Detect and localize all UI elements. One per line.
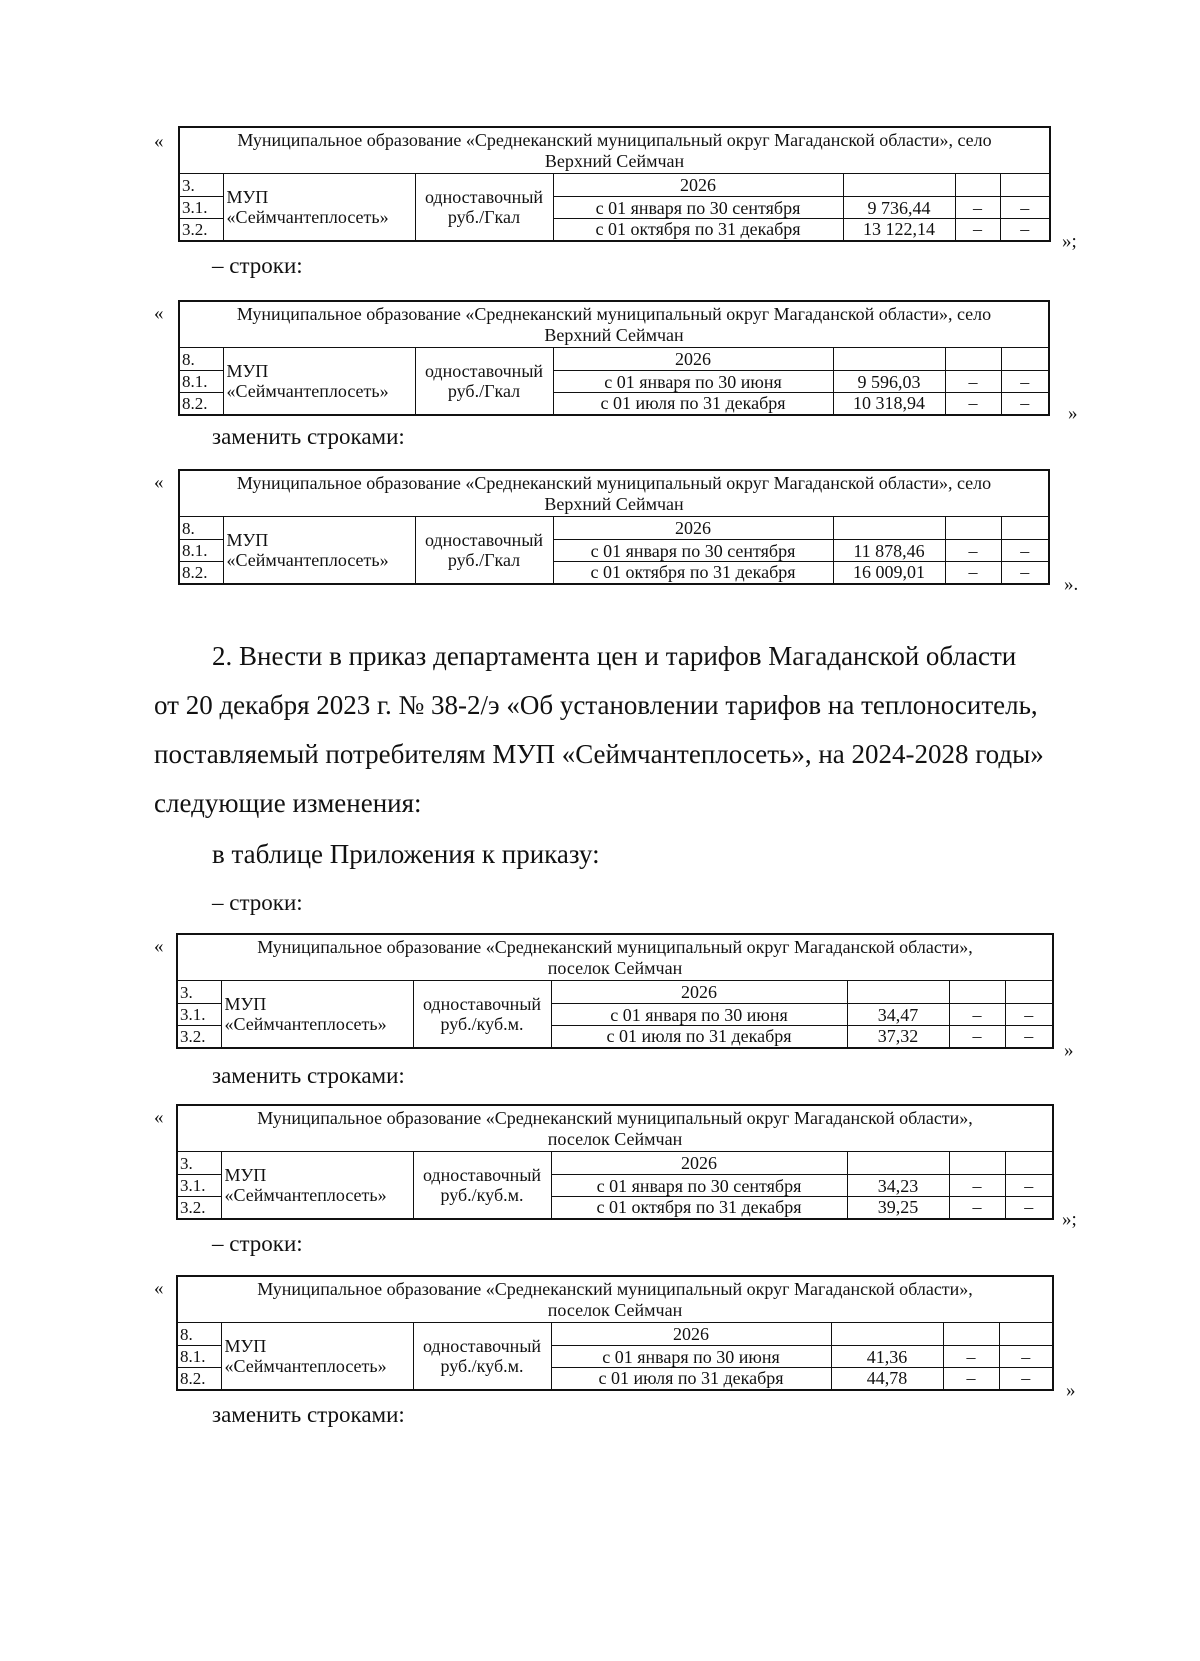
empty-cell [1000, 174, 1050, 197]
tariff-type: одноставочный [422, 1164, 542, 1185]
value-cell: 13 122,14 [843, 219, 955, 241]
quote-close: » [1068, 403, 1078, 424]
tariff-type: одноставочный [424, 186, 544, 207]
tariff-unit: руб./Гкал [447, 381, 521, 402]
year-cell: 2026 [553, 174, 843, 197]
tariff-table [176, 1104, 1054, 1220]
row-number: 8. [179, 517, 223, 540]
lines-label: – строки: [212, 1231, 303, 1256]
paragraph-line-2: от 20 декабря 2023 г. № 38-2/э «Об установлении тарифов на теплоноситель, [154, 690, 1038, 720]
sub-row-number: 8.1. [179, 540, 223, 562]
row-number: 8. [177, 1323, 221, 1346]
dash-cell: – [1005, 1026, 1053, 1048]
org-line-1: МУП [224, 993, 267, 1014]
org-line-1: МУП [226, 186, 269, 207]
org-line-2: «Сеймчантеплосеть» [226, 381, 389, 402]
table-header-municipality [177, 1276, 1053, 1323]
period-cell: с 01 января по 30 июня [551, 1346, 831, 1368]
sub-row-number: 3.1. [177, 1004, 221, 1026]
sub-row-number: 3.2. [179, 219, 223, 241]
tariff-unit: руб./куб.м. [440, 1356, 524, 1377]
sub-row-number: 8.2. [177, 1368, 221, 1390]
lines-label: – строки: [212, 890, 303, 915]
quote-open: « [154, 131, 164, 152]
sub-row-number: 3.2. [177, 1197, 221, 1219]
org-line-2: «Сеймчантеплосеть» [226, 550, 389, 571]
value-cell: 44,78 [831, 1368, 943, 1390]
dash-cell: – [1005, 1197, 1053, 1219]
empty-cell [945, 348, 1001, 371]
quote-open: « [154, 1107, 164, 1128]
table-header-municipality [177, 934, 1053, 981]
replace-label: заменить строками: [212, 424, 405, 449]
org-line-2: «Сеймчантеплосеть» [224, 1356, 387, 1377]
header-line-1: Муниципальное образование «Среднеканский муниципальный округ Магаданской области», [257, 1108, 973, 1128]
table-header-municipality [179, 470, 1049, 517]
dash-cell: – [943, 1346, 999, 1368]
tariff-type-cell [415, 348, 553, 415]
tariff-unit: руб./куб.м. [440, 1185, 524, 1206]
tariff-type: одноставочный [424, 529, 544, 550]
org-line-2: «Сеймчантеплосеть» [224, 1014, 387, 1035]
dash-cell: – [949, 1197, 1005, 1219]
empty-cell [1001, 517, 1049, 540]
dash-cell: – [945, 562, 1001, 584]
tariff-type-cell [415, 174, 553, 241]
dash-cell: – [1005, 1175, 1053, 1197]
period-cell: с 01 января по 30 сентября [553, 197, 843, 219]
header-line-1: Муниципальное образование «Среднеканский муниципальный округ Магаданской области», село [237, 130, 992, 150]
period-cell: с 01 января по 30 июня [551, 1004, 847, 1026]
org-line-2: «Сеймчантеплосеть» [226, 207, 389, 228]
empty-cell [1001, 348, 1049, 371]
dash-cell: – [999, 1368, 1053, 1390]
organization-cell [221, 981, 413, 1048]
quote-close: » [1066, 1380, 1076, 1401]
dash-cell: – [949, 1175, 1005, 1197]
sub-row-number: 3.1. [177, 1175, 221, 1197]
lines-label: – строки: [212, 253, 303, 278]
replace-label: заменить строками: [212, 1063, 405, 1088]
year-cell: 2026 [551, 981, 847, 1004]
empty-cell [955, 174, 1000, 197]
dash-cell: – [1001, 371, 1049, 393]
year-cell: 2026 [551, 1152, 847, 1175]
quote-open: « [154, 936, 164, 957]
empty-cell [949, 981, 1005, 1004]
sub-row-number: 8.1. [177, 1346, 221, 1368]
quote-open: « [154, 472, 164, 493]
sub-row-number: 8.2. [179, 562, 223, 584]
org-line-1: МУП [226, 529, 269, 550]
row-number: 3. [177, 1152, 221, 1175]
header-line-2: Верхний Сеймчан [544, 150, 685, 171]
dash-cell: – [949, 1004, 1005, 1026]
quote-open: « [154, 303, 164, 324]
header-line-2: Верхний Сеймчан [544, 493, 684, 514]
quote-close: »; [1062, 1209, 1077, 1230]
header-line-2: поселок Сеймчан [547, 1128, 683, 1149]
empty-cell [943, 1323, 999, 1346]
dash-cell: – [955, 219, 1000, 241]
value-cell: 37,32 [847, 1026, 949, 1048]
dash-cell: – [943, 1368, 999, 1390]
header-line-1: Муниципальное образование «Среднеканский муниципальный округ Магаданской области», [257, 1279, 973, 1299]
period-cell: с 01 октября по 31 декабря [551, 1197, 847, 1219]
year-cell: 2026 [551, 1323, 831, 1346]
table-header-municipality [179, 301, 1049, 348]
tariff-table [176, 1275, 1054, 1391]
period-cell: с 01 января по 30 сентября [553, 540, 833, 562]
tariff-unit: руб./Гкал [447, 550, 521, 571]
paragraph-line-3: поставляемый потребителям МУП «Сеймчантеплосеть», на 2024-2028 годы» [154, 739, 1044, 769]
empty-cell [831, 1323, 943, 1346]
period-cell: с 01 июля по 31 декабря [553, 393, 833, 415]
organization-cell [223, 174, 415, 241]
value-cell: 9 596,03 [833, 371, 945, 393]
sub-row-number: 8.1. [179, 371, 223, 393]
dash-cell: – [1000, 219, 1050, 241]
period-cell: с 01 октября по 31 декабря [553, 219, 843, 241]
sub-row-number: 8.2. [179, 393, 223, 415]
value-cell: 11 878,46 [833, 540, 945, 562]
row-number: 8. [179, 348, 223, 371]
header-line-2: поселок Сеймчан [547, 957, 683, 978]
period-cell: с 01 января по 30 сентября [551, 1175, 847, 1197]
empty-cell [833, 348, 945, 371]
row-number: 3. [179, 174, 223, 197]
empty-cell [843, 174, 955, 197]
organization-cell [223, 517, 415, 584]
period-cell: с 01 января по 30 июня [553, 371, 833, 393]
table-header-municipality [177, 1105, 1053, 1152]
tariff-type-cell [413, 981, 551, 1048]
empty-cell [833, 517, 945, 540]
value-cell: 41,36 [831, 1346, 943, 1368]
value-cell: 10 318,94 [833, 393, 945, 415]
paragraph-line-5: в таблице Приложения к приказу: [212, 839, 600, 869]
tariff-type-cell [415, 517, 553, 584]
paragraph-line-4: следующие изменения: [154, 788, 422, 818]
empty-cell [1005, 981, 1053, 1004]
value-cell: 9 736,44 [843, 197, 955, 219]
dash-cell: – [1001, 562, 1049, 584]
dash-cell: – [955, 197, 1000, 219]
tariff-table [178, 126, 1051, 242]
tariff-type: одноставочный [422, 1335, 542, 1356]
dash-cell: – [945, 540, 1001, 562]
tariff-unit: руб./Гкал [447, 207, 521, 228]
empty-cell [847, 981, 949, 1004]
year-cell: 2026 [553, 348, 833, 371]
value-cell: 34,47 [847, 1004, 949, 1026]
tariff-table [178, 469, 1050, 585]
quote-close: ». [1064, 574, 1079, 595]
header-line-1: Муниципальное образование «Среднеканский муниципальный округ Магаданской области», село [236, 304, 992, 324]
sub-row-number: 3.2. [177, 1026, 221, 1048]
dash-cell: – [1001, 393, 1049, 415]
dash-cell: – [949, 1026, 1005, 1048]
dash-cell: – [945, 393, 1001, 415]
organization-cell [221, 1152, 413, 1219]
organization-cell [223, 348, 415, 415]
table-header-municipality [179, 127, 1050, 174]
value-cell: 39,25 [847, 1197, 949, 1219]
paragraph-line-1: 2. Внести в приказ департамента цен и тарифов Магаданской области [212, 641, 1017, 671]
tariff-type-cell [413, 1323, 551, 1390]
dash-cell: – [1005, 1004, 1053, 1026]
org-line-1: МУП [224, 1335, 267, 1356]
tariff-type: одноставочный [424, 360, 544, 381]
dash-cell: – [945, 371, 1001, 393]
dash-cell: – [999, 1346, 1053, 1368]
empty-cell [949, 1152, 1005, 1175]
org-line-1: МУП [224, 1164, 267, 1185]
header-line-2: Верхний Сеймчан [544, 324, 684, 345]
value-cell: 34,23 [847, 1175, 949, 1197]
dash-cell: – [1001, 540, 1049, 562]
header-line-1: Муниципальное образование «Среднеканский муниципальный округ Магаданской области», [257, 937, 973, 957]
period-cell: с 01 июля по 31 декабря [551, 1026, 847, 1048]
tariff-table [178, 300, 1050, 416]
org-line-1: МУП [226, 360, 269, 381]
row-number: 3. [177, 981, 221, 1004]
period-cell: с 01 октября по 31 декабря [553, 562, 833, 584]
tariff-type-cell [413, 1152, 551, 1219]
year-cell: 2026 [553, 517, 833, 540]
quote-close: » [1064, 1040, 1074, 1061]
dash-cell: – [1000, 197, 1050, 219]
quote-open: « [154, 1278, 164, 1299]
tariff-unit: руб./куб.м. [440, 1014, 524, 1035]
value-cell: 16 009,01 [833, 562, 945, 584]
tariff-type: одноставочный [422, 993, 542, 1014]
replace-label: заменить строками: [212, 1402, 405, 1427]
empty-cell [945, 517, 1001, 540]
quote-close: »; [1062, 231, 1077, 252]
sub-row-number: 3.1. [179, 197, 223, 219]
empty-cell [847, 1152, 949, 1175]
header-line-2: поселок Сеймчан [547, 1299, 683, 1320]
header-line-1: Муниципальное образование «Среднеканский муниципальный округ Магаданской области», село [236, 473, 992, 493]
organization-cell [221, 1323, 413, 1390]
org-line-2: «Сеймчантеплосеть» [224, 1185, 387, 1206]
empty-cell [999, 1323, 1053, 1346]
period-cell: с 01 июля по 31 декабря [551, 1368, 831, 1390]
tariff-table [176, 933, 1054, 1049]
empty-cell [1005, 1152, 1053, 1175]
